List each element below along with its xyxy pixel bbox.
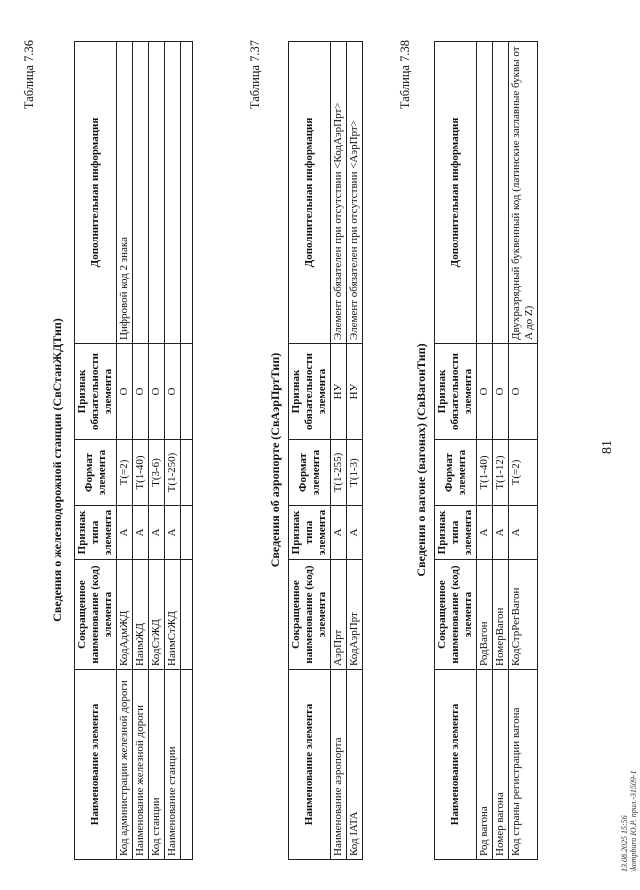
cell-element-name: Наименование аэропорта (331, 670, 347, 860)
empty-cell (181, 42, 193, 344)
cell-code: НаимСтЖД (165, 560, 181, 670)
cell-required: О (133, 344, 149, 440)
cell-info (493, 42, 509, 344)
data-table (434, 41, 538, 860)
header-cell: Дополнительная информация (75, 42, 117, 344)
cell-element-name: Код администрации железной дороги (117, 670, 133, 860)
header-cell: Наименование элемента (289, 670, 331, 860)
cell-format: Т(3-6) (149, 440, 165, 506)
header-cell: Признак обязательности элемента (435, 344, 477, 440)
cell-code: КодАэрПрт (347, 560, 363, 670)
header-cell: Наименование элемента (435, 670, 477, 860)
cell-required: НУ (347, 344, 363, 440)
empty-cell (181, 506, 193, 560)
cell-code: РодВагон (477, 560, 493, 670)
cell-info (133, 42, 149, 344)
cell-type: А (117, 506, 133, 560)
cell-element-name: Наименование железной дороги (133, 670, 149, 860)
cell-required: О (509, 344, 538, 440)
cell-element-name: Код страны регистрации вагона (509, 670, 538, 860)
cell-type: А (331, 506, 347, 560)
table-header-row (435, 42, 477, 860)
table-row (347, 42, 363, 860)
header-cell: Формат элемента (435, 440, 477, 506)
table-row (117, 42, 133, 860)
data-table (288, 41, 363, 860)
cell-required: О (477, 344, 493, 440)
header-cell: Сокращенное наименование (код) элемента (289, 560, 331, 670)
empty-cell (181, 560, 193, 670)
table-row (149, 42, 165, 860)
table-label: Таблица 7.36 (22, 40, 36, 110)
empty-cell (181, 440, 193, 506)
table-header-row (75, 42, 117, 860)
cell-code: НомерВагон (493, 560, 509, 670)
cell-code: КодСтрРегВагон (509, 560, 538, 670)
cell-info: Элемент обязателен при отсутствии <КодАэрПрт> (331, 42, 347, 344)
cell-format: Т(1-12) (493, 440, 509, 506)
cell-type: А (477, 506, 493, 560)
cell-format: Т(1-250) (165, 440, 181, 506)
header-cell: Формат элемента (289, 440, 331, 506)
stamp-line: \kompburo Ю.Р. прил.-31509-1 (629, 770, 638, 872)
empty-cell (181, 344, 193, 440)
table-row-empty (181, 42, 193, 860)
cell-required: О (493, 344, 509, 440)
header-cell: Дополнительная информация (435, 42, 477, 344)
table-label: Таблица 7.38 (398, 40, 412, 110)
cell-element-name: Код IATA (347, 670, 363, 860)
header-cell: Признак типа элемента (289, 506, 331, 560)
table-row (331, 42, 347, 860)
cell-code: КодАдмЖД (117, 560, 133, 670)
page-number: 81 (600, 440, 615, 454)
cell-required: НУ (331, 344, 347, 440)
header-cell: Признак обязательности элемента (289, 344, 331, 440)
cell-type: А (493, 506, 509, 560)
table-title: Сведения о железнодорожной станции (СвСтанЖДТип) (50, 318, 64, 622)
cell-required: О (165, 344, 181, 440)
cell-code: НаимЖД (133, 560, 149, 670)
print-stamp (620, 770, 638, 872)
cell-element-name: Род вагона (477, 670, 493, 860)
cell-format: Т(=2) (509, 440, 538, 506)
cell-info (477, 42, 493, 344)
cell-format: Т(1-40) (133, 440, 149, 506)
cell-info (149, 42, 165, 344)
cell-element-name: Наименование станции (165, 670, 181, 860)
cell-code: КодСтЖД (149, 560, 165, 670)
stamp-line: 13.08.2025 15:56 (620, 815, 629, 872)
cell-type: А (165, 506, 181, 560)
cell-type: А (347, 506, 363, 560)
cell-type: А (509, 506, 538, 560)
cell-info: Двухразрядный буквенный код (латинские заглавные буквы от A до Z) (509, 42, 538, 344)
cell-required: О (117, 344, 133, 440)
table-title: Сведения о вагоне (вагонах) (СвВагонТип) (414, 343, 428, 577)
cell-code: АэрПрт (331, 560, 347, 670)
cell-info (165, 42, 181, 344)
cell-type: А (149, 506, 165, 560)
cell-element-name: Номер вагона (493, 670, 509, 860)
table-row (165, 42, 181, 860)
cell-info: Элемент обязателен при отсутствии <АэрПрт> (347, 42, 363, 344)
table-row (509, 42, 538, 860)
cell-element-name: Код станции (149, 670, 165, 860)
header-cell: Формат элемента (75, 440, 117, 506)
cell-info: Цифровой код 2 знака (117, 42, 133, 344)
cell-type: А (133, 506, 149, 560)
data-table (74, 41, 193, 860)
cell-required: О (149, 344, 165, 440)
header-cell: Сокращенное наименование (код) элемента (435, 560, 477, 670)
header-cell: Признак обязательности элемента (75, 344, 117, 440)
table-label: Таблица 7.37 (248, 40, 262, 110)
table-header-row (289, 42, 331, 860)
cell-format: Т(1-40) (477, 440, 493, 506)
cell-format: Т(1-255) (331, 440, 347, 506)
cell-format: Т(1-3) (347, 440, 363, 506)
header-cell: Признак типа элемента (435, 506, 477, 560)
table-row (133, 42, 149, 860)
table-row (477, 42, 493, 860)
empty-cell (181, 670, 193, 860)
header-cell: Дополнительная информация (289, 42, 331, 344)
cell-format: Т(=2) (117, 440, 133, 506)
header-cell: Сокращенное наименование (код) элемента (75, 560, 117, 670)
table-title: Сведения об аэропорте (СвАэрПртТип) (268, 352, 282, 568)
header-cell: Признак типа элемента (75, 506, 117, 560)
table-row (493, 42, 509, 860)
header-cell: Наименование элемента (75, 670, 117, 860)
